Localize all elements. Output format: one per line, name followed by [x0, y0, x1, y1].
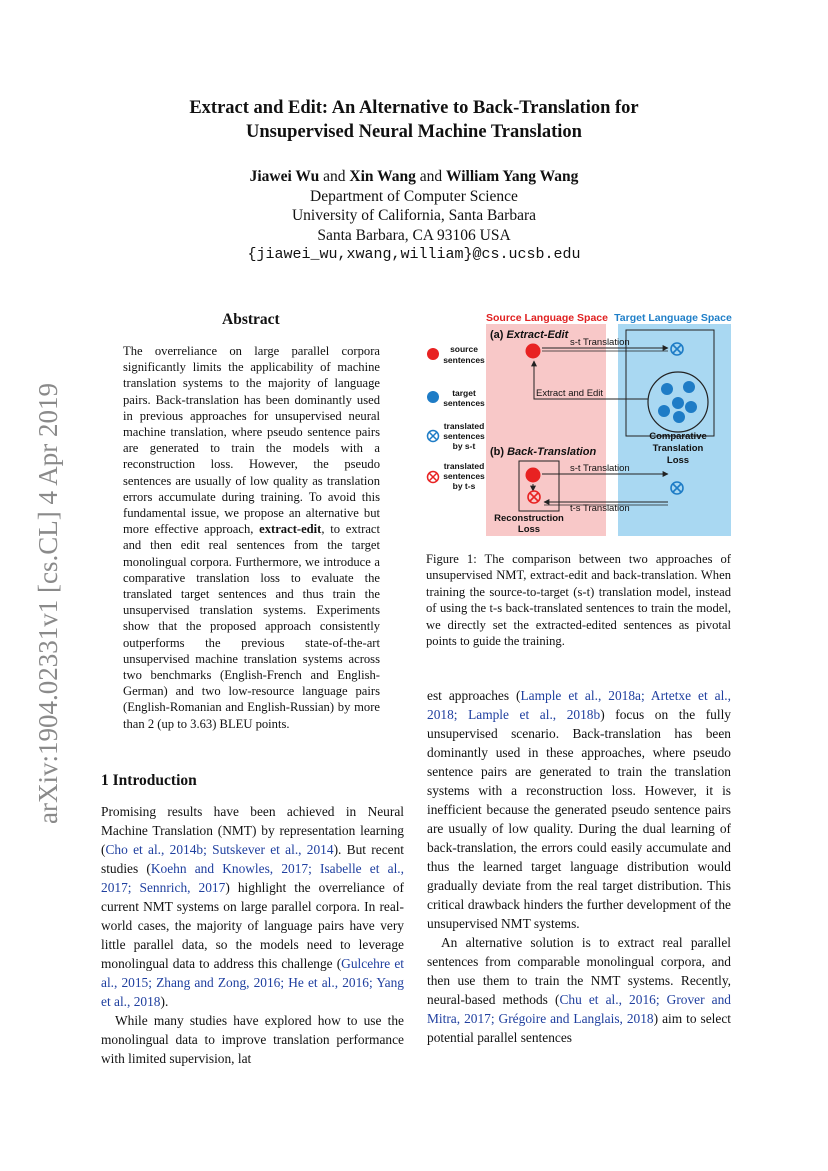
text-run: ) highlight the overreliance of current NMT systems on large parallel corpora. In real-world cases, the majority of language pairs have very little parallel data, so the models need to leverage monolingual data to address this challenge ( — [101, 880, 404, 971]
figure-1-diagram — [420, 308, 738, 540]
legend-tst-1: translated — [443, 421, 485, 431]
source-space-title: Source Language Space — [486, 312, 608, 324]
section-heading-introduction: 1 Introduction — [101, 772, 197, 789]
text-run: ) focus on the fully unsupervised scenario. Back-translation has been dominantly used in these approaches, where pseudo sentence pairs are generated to train the translation systems with a reconstruction loss. However, it is inefficient because the generated pseudo sentence pairs are usually of low quality. During the dual learning of back-translation, the errors could easily accumulate and thus the learned target language distribution would gradually deviate from the real target distribution. This critical drawback hinders the further development of the unsupervised NMT systems. — [427, 707, 731, 931]
abstract-heading: Abstract — [222, 311, 280, 328]
abstract-bold-term: extract-edit — [259, 522, 322, 537]
comparative-loss-1: Comparative — [649, 431, 707, 442]
legend-tst-cross — [430, 433, 437, 440]
title-line-2: Unsupervised Neural Machine Translation — [246, 122, 582, 142]
legend-source-dot — [427, 348, 439, 360]
text-run: Promising results have been achieved in Neural Machine Translation (NMT) by representation learning ( — [101, 804, 404, 857]
intro-paragraph-2-end — [427, 686, 731, 933]
text-run: An alternative solution is to extract real parallel sentences from comparable monolingual corpora, and then use them to train the NMT systems. Recently, neural-based methods ( — [427, 935, 731, 1007]
citation-link[interactable]: Cho et al., 2014b; Sutskever et al., 2014 — [105, 842, 334, 857]
label-back-translation: (b) Back-Translation — [490, 446, 597, 458]
legend-source-2: sentences — [443, 355, 485, 365]
legend-tst-2: sentences — [443, 431, 485, 441]
title-line-1: Extract and Edit: An Alternative to Back-Translation for — [189, 98, 639, 118]
reconstruction-loss-2: Loss — [517, 524, 541, 535]
legend-tst-3: by s-t — [452, 441, 476, 451]
right-column-text — [427, 686, 731, 1047]
figure-1-caption: Figure 1: The comparison between two approaches of unsupervised NMT, extract-edit and back-translation. When training the source-to-target (s-t) translation model, instead of using the t-s back-translated sentences to train the model, we directly set the extracted-edited sentences as pivotal points to guide the training. — [426, 552, 731, 649]
paper-title — [0, 96, 828, 144]
author-and-1: and — [319, 168, 350, 185]
citation-link[interactable]: Koehn and Knowles, 2017; Isabelle et al., 2017; Sennrich, 2017 — [101, 861, 404, 895]
left-column-text — [101, 802, 404, 1068]
reconstruction-loss-1: Reconstruction — [494, 513, 564, 524]
legend-tts-cross — [430, 474, 437, 481]
author-2: Xin Wang — [349, 168, 416, 185]
author-department: Department of Computer Science — [310, 187, 518, 205]
legend-target-dot — [427, 391, 439, 403]
citation-link[interactable]: Chu et al., 2016; Grover and Mitra, 2017; Grégoire and Langlais, 2018 — [427, 992, 732, 1026]
author-names — [0, 167, 828, 187]
abstract-text-1: The overreliance on large parallel corpora significantly limits the applicability of machine translation systems to the majority of language pairs. Back-translation has been dominantly used in previous approaches for unsupervised neural machine translation, where pseudo sentence pairs are generated to train the models with a reconstruction loss. However, the pseudo sentences are usually of low quality as translation errors accumulate during training. To avoid this fundamental issue, we propose an alternative but more effective approach, — [123, 344, 380, 537]
text-run: ). — [160, 994, 169, 1009]
target-dot — [685, 401, 697, 413]
author-and-2: and — [415, 168, 446, 185]
legend-target-1: target — [452, 388, 476, 398]
comparative-loss-3: Loss — [666, 455, 690, 466]
author-university: University of California, Santa Barbara — [291, 207, 537, 224]
legend-tts-1: translated — [443, 461, 485, 471]
extract-edit-label: Extract and Edit — [536, 388, 604, 399]
source-sentence-dot-a — [526, 344, 541, 359]
target-dot — [673, 411, 685, 423]
abstract-body — [123, 343, 380, 732]
text-run: ) aim to select potential parallel sentences — [427, 1011, 732, 1045]
text-run: ). But recent studies ( — [101, 842, 404, 876]
author-block — [0, 167, 828, 265]
target-space-title: Target Language Space — [614, 312, 732, 324]
legend-tts-3: by t-s — [452, 481, 476, 491]
author-3: William Yang Wang — [446, 168, 579, 185]
legend-target-2: sentences — [443, 398, 485, 408]
ts-label: t-s Translation — [570, 503, 630, 514]
author-email: {jiawei_wu,xwang,william}@cs.ucsb.edu — [247, 246, 581, 263]
comparative-loss-2: Translation — [652, 443, 704, 454]
target-dot — [683, 381, 695, 393]
st-label-a: s-t Translation — [570, 337, 630, 348]
text-run: est approaches ( — [427, 688, 521, 703]
st-label-b: s-t Translation — [570, 463, 630, 474]
source-sentence-dot-b — [526, 468, 541, 483]
citation-link[interactable]: Lample et al., 2018a; Artetxe et al., 2018; Lample et al., 2018b — [427, 688, 731, 722]
author-1: Jiawei Wu — [249, 168, 320, 185]
target-dot — [658, 405, 670, 417]
target-dot — [672, 397, 684, 409]
label-extract-edit: (a) Extract-Edit — [490, 329, 569, 341]
legend-source-1: source — [450, 344, 478, 354]
abstract-text-2: , to extract and then edit real sentences from the target monolingual corpora. Furthermore, we introduce a comparative translation loss to evaluate the translated target sentences and thus train the unsupervised translation systems. Experiments show that the proposed approach consistently outperforms the previous state-of-the-art unsupervised machine translation systems across two benchmarks (English-French and English-German) and two low-resource language pairs (English-Romanian and English-Russian) by more than 2 (up to 3.63) BLEU points. — [123, 522, 381, 731]
intro-paragraph-2-start: While many studies have explored how to use the monolingual data to improve translation performance with limited supervision, lat — [101, 1013, 404, 1066]
intro-paragraph-1 — [101, 802, 404, 1011]
author-city: Santa Barbara, CA 93106 USA — [317, 226, 511, 244]
arxiv-stamp: arXiv:1904.02331v1 [cs.CL] 4 Apr 2019 — [33, 383, 63, 824]
citation-link[interactable]: Gulcehre et al., 2015; Zhang and Zong, 2016; He et al., 2016; Yang et al., 2018 — [101, 956, 404, 1009]
intro-paragraph-3 — [427, 933, 731, 1047]
legend-tts-2: sentences — [443, 471, 485, 481]
target-dot — [661, 383, 673, 395]
